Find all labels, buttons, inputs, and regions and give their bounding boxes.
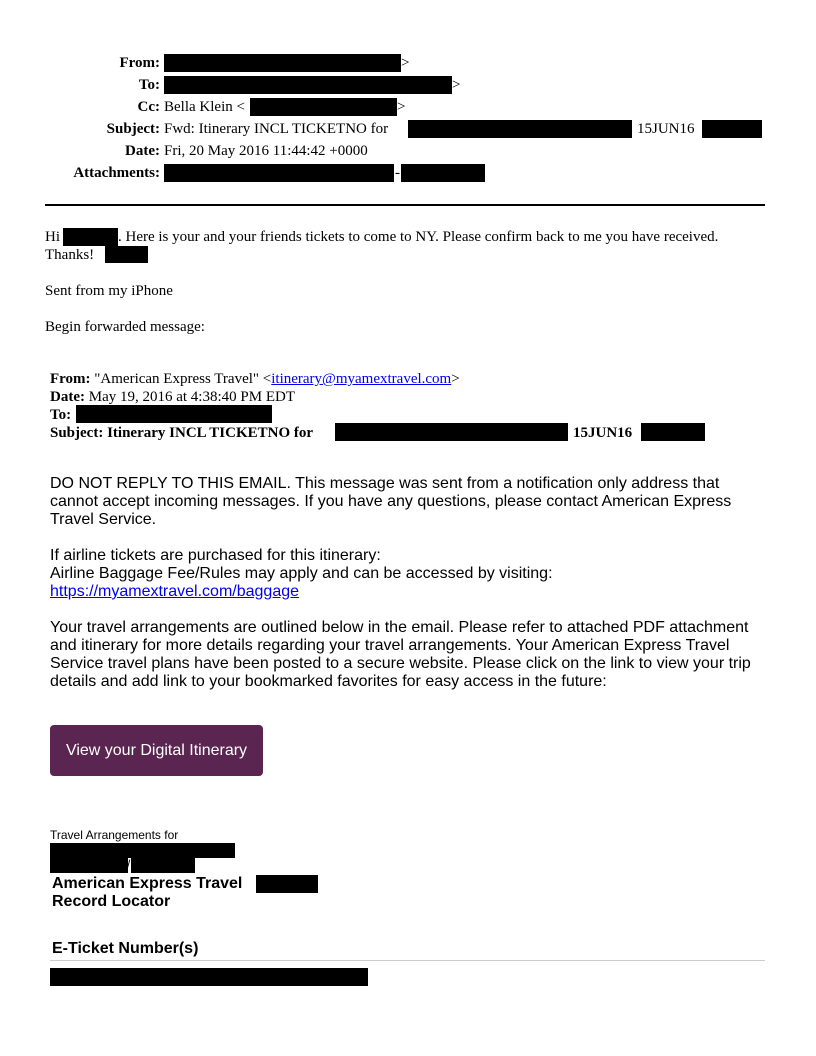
subject-date: 15JUN16 [637,121,695,137]
redacted-fwd-subject-name [335,423,568,441]
notice-paragraph: DO NOT REPLY TO THIS EMAIL. This message was sent from a notification only address that cannot accept incoming messages. If you have any questions, please contact American Express Travel Service. [50,475,732,528]
fwd-subject-line [50,424,313,442]
arrangements-paragraph: Your travel arrangements are outlined below in the email. Please refer to attached PDF attachment and itinerary for more details regarding your travel arrangements. Your American Express Travel Service travel plans have been posted to a secure website. Please click on the link to view your trip details and add link to your bookmarked favorites for easy access in the future: [50,619,751,690]
redacted-cc-email [250,98,397,116]
redacted-from [164,54,401,72]
cc-label: Cc: [137,99,160,115]
travel-arrangements-for-label: Travel Arrangements for [50,828,179,842]
fwd-subject-value: Itinerary INCL TICKETNO for [107,425,314,441]
eticket-heading: E-Ticket Number(s) [52,940,199,957]
record-locator-label-1: American Express Travel [52,875,243,892]
redacted-eticket-number [50,968,368,986]
from-label: From: [119,55,160,71]
view-digital-itinerary-button[interactable]: View your Digital Itinerary [50,725,263,776]
baggage-link[interactable]: https://myamextravel.com/baggage [50,583,300,600]
redacted-subject-extra [702,120,762,138]
baggage-link-wrap [50,583,770,601]
cc-value: Bella Klein < [164,99,245,115]
date-value: Fri, 20 May 2016 11:44:42 +0000 [164,143,368,159]
subject-label: Subject: [106,121,160,137]
fwd-from-email-link[interactable]: itinerary@myamextravel.com [271,371,452,387]
to-close: > [452,77,461,93]
baggage-line-2: Airline Baggage Fee/Rules may apply and can be accessed by visiting: [50,565,553,582]
redacted-attachment-2[interactable] [401,164,485,182]
fwd-to-label: To: [50,407,72,423]
greeting-text: . Here is your and your friends tickets to come to NY. Please confirm back to me you have received. [118,229,719,245]
redacted-recipient-name [63,228,118,246]
baggage-line-1: If airline tickets are purchased for this itinerary: [50,547,381,564]
fwd-date-label: Date: [50,389,85,405]
fwd-from-label: From: [50,371,91,387]
fwd-from-name: "American Express Travel" < [94,371,272,387]
subject-value: Fwd: Itinerary INCL TICKETNO for [164,121,389,137]
greeting-start: Hi [45,229,60,245]
redacted-record-locator [256,875,318,893]
redacted-traveler-2a [50,857,131,873]
redacted-traveler-2b [131,858,195,873]
fwd-date-line [50,388,295,406]
redacted-subject-name [408,120,632,138]
to-label: To: [138,77,160,93]
fwd-subject-date: 15JUN16 [573,425,633,441]
redacted-fwd-subject-extra [641,423,705,441]
redacted-fwd-to [76,405,272,423]
cc-close: > [397,99,406,115]
redacted-sender-name [105,246,148,263]
signature: Sent from my iPhone [45,283,173,299]
attachment-dash: - [395,165,400,181]
eticket-divider [50,960,765,961]
record-locator-label-2: Record Locator [52,893,171,910]
date-label: Date: [125,143,160,159]
traveler-slash: / [127,857,131,871]
forward-intro: Begin forwarded message: [45,319,205,335]
thanks-text: Thanks! [45,247,95,263]
fwd-from-close: > [451,371,460,387]
from-close: > [401,55,410,71]
fwd-subject-label: Subject: [50,425,104,441]
redacted-attachment-1[interactable] [164,164,394,182]
fwd-date-value: May 19, 2016 at 4:38:40 PM EDT [88,389,295,405]
fwd-from-line [50,370,460,388]
redacted-traveler-1 [50,843,235,858]
fwd-to-line [50,406,71,424]
header-divider [45,204,765,206]
redacted-to [164,76,452,94]
attachments-label: Attachments: [73,165,160,181]
